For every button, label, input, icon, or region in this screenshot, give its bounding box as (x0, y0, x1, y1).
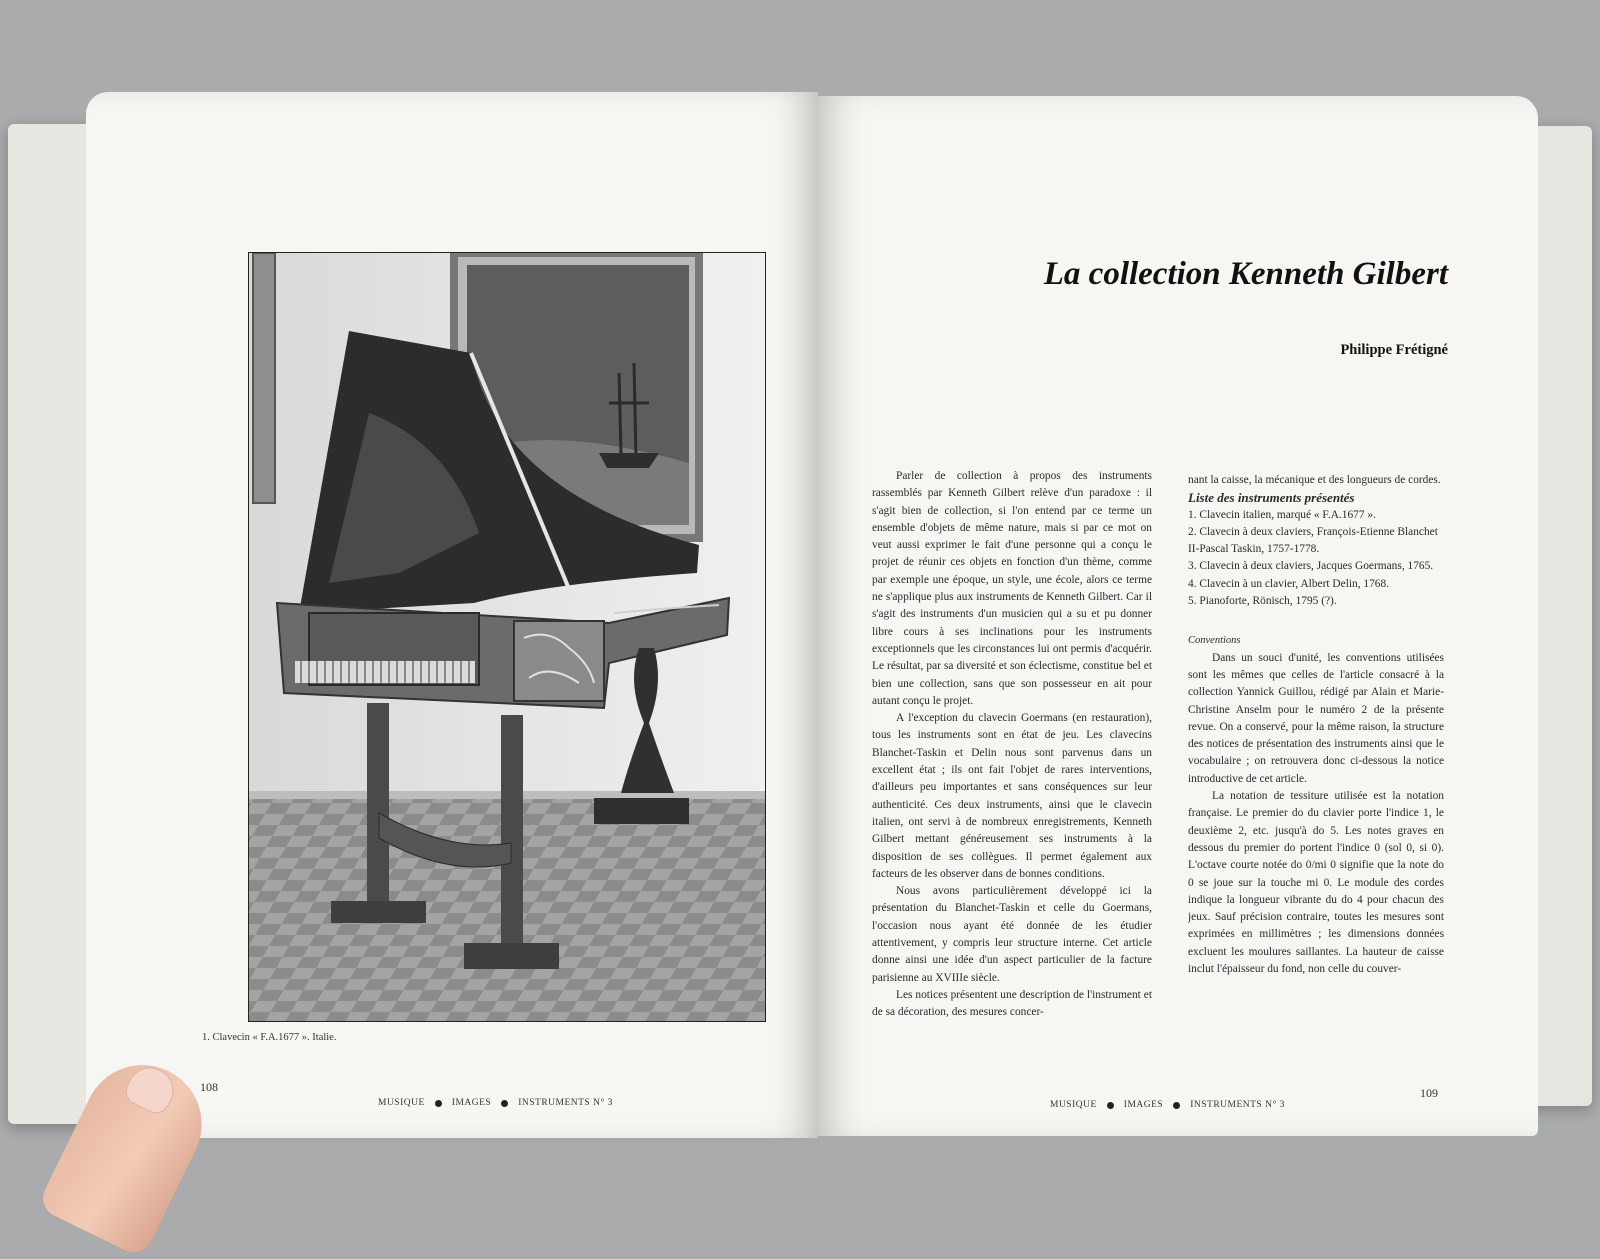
paragraph: nant la caisse, la mécanique et des longueurs de cordes. (1188, 474, 1441, 486)
article-title: La collection Kenneth Gilbert (1043, 256, 1448, 292)
footer-left (378, 1098, 613, 1108)
page-number-right: 109 (1420, 1086, 1438, 1100)
footer-item: IMAGES (1123, 1100, 1164, 1110)
bullet-icon (1173, 1102, 1180, 1109)
conventions-title: Conventions (1188, 635, 1241, 647)
list-item: 1. Clavecin italien, marqué « F.A.1677 ». (1188, 508, 1376, 521)
footer-right (1050, 1100, 1285, 1110)
footer-item: MUSIQUE (1050, 1100, 1097, 1110)
paragraph: Les notices présentent une description de l'instrument et de sa décoration, des mesures concer- (872, 988, 1152, 1019)
article-author: Philippe Frétigné (1340, 342, 1448, 358)
list-title: Liste des instruments présentés (1188, 490, 1355, 506)
harpsichord-photo (248, 252, 766, 1022)
page-number-left: 108 (200, 1080, 218, 1094)
footer-item: INSTRUMENTS N° 3 (518, 1098, 613, 1108)
footer-item: INSTRUMENTS N° 3 (1190, 1100, 1285, 1110)
paragraph: A l'exception du clavecin Goermans (en restauration), tous les instruments sont en état de jeu. Les clavecins Blanchet-Taskin et Delin nous sont parvenus dans un excellent état ; ils ont fait l'objet de rares interventions, d'ailleurs peu importantes et sans conséquences sur leur authenticité. Ces deux instruments, ainsi que le clavecin italien, ont servi à de nombreux enregistrements, Kenneth Gilbert mettant généreusement ses instruments à la disposition de ses collègues. Il permet également aux facteurs de les observer dans de bonnes conditions. (872, 712, 1152, 880)
bullet-icon (1107, 1102, 1114, 1109)
paragraph: Nous avons particulièrement développé ici la présentation du Blanchet-Taskin et celle du Goermans, l'occasion nous ayant été donnée de les étudier attentivement, y compris leur structure interne. Cet article donne ainsi une idée d'un aspect particulier de la facture parisienne au XVIIIe siècle. (872, 885, 1152, 984)
list-item: 4. Clavecin à un clavier, Albert Delin, 1768. (1188, 577, 1390, 590)
list-item: 2. Clavecin à deux claviers, François-Etienne Blanchet II-Pascal Taskin, 1757-1778. (1188, 525, 1438, 556)
footer-item: MUSIQUE (378, 1098, 425, 1108)
instrument-list (1188, 507, 1444, 611)
text-column-left (872, 468, 1152, 1058)
text-column-right (1188, 472, 1444, 1062)
list-item: 3. Clavecin à deux claviers, Jacques Goermans, 1765. (1188, 560, 1434, 573)
bullet-icon (435, 1100, 442, 1107)
photo-caption: 1. Clavecin « F.A.1677 ». Italie. (202, 1032, 337, 1043)
paragraph: La notation de tessiture utilisée est la notation française. Le premier do du clavier porte l'indice 1, le deuxième 2, etc. jusqu'à do 5. Les notes graves en dessous du premier do portent l'indice 0 (sol 0, si 0). L'octave courte notée do 0/mi 0 signifie que la note do 0 se joue sur la touche mi 0. Le module des cordes indique la longueur vibrante du do 4 pour chacun des jeux. Sauf précision contraire, toutes les mesures sont exprimées en millimètres ; les dimensions données excluent les moulures saillantes. La hauteur de caisse inclut l'épaisseur du fond, non celle du couver- (1188, 790, 1444, 976)
footer-item: IMAGES (451, 1098, 492, 1108)
paragraph: Dans un souci d'unité, les conventions utilisées sont les mêmes que celles de l'article consacré à la collection Yannick Guillou, rédigé par Alain et Marie-Christine Anselm pour le numéro 2 de la présente revue. On a conservé, pour la même raison, la structure des notices de présentation des instruments ainsi que le vocabulaire ; on retrouvera donc ci-dessous la notice introductive de cet article. (1188, 651, 1444, 785)
paragraph: Parler de collection à propos des instruments rassemblés par Kenneth Gilbert relève d'un paradoxe : il s'agit bien de collection, si l'on entend par ce terme un ensemble d'objets de même nature, mais si par ce mot on veut aussi exprimer le fait d'une personne qui a conçu le projet de réunir ces objets en fonction d'un thème, comme par exemple une époque, un style, une école, alors ce terme ne s'applique plus aux instruments de Kenneth Gilbert. Car il s'agit des instruments d'un musicien qui a su et pu donner libre cours à ses inclinations pour les instruments exceptionnels que les circonstances lui ont permis d'acquérir. Le résultat, par sa diversité et son éclectisme, constitue bel et bien une collection, sans que son possesseur en ait pour autant conçu le projet. (872, 470, 1152, 707)
list-item: 5. Pianoforte, Rönisch, 1795 (?). (1188, 595, 1337, 608)
bullet-icon (501, 1100, 508, 1107)
